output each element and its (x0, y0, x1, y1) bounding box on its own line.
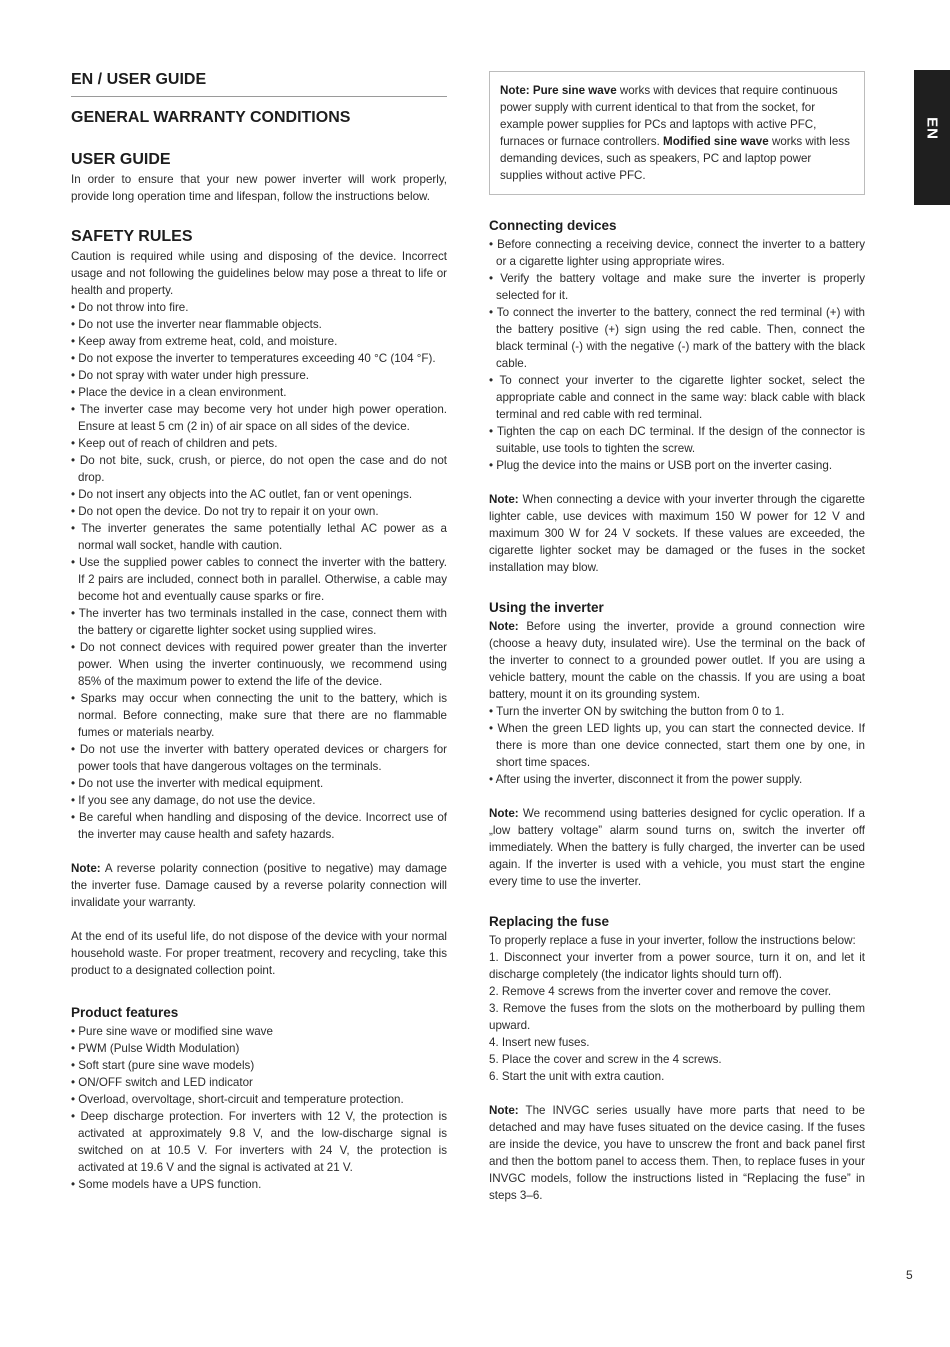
safety-rule-item: • Do not bite, suck, crush, or pierce, do not open the case and do not drop. (71, 452, 447, 486)
connecting-title: Connecting devices (489, 218, 617, 233)
safety-rule-item: • Use the supplied power cables to connect the inverter with the battery. If 2 pairs are included, connect both in parallel. Otherwise, a cable may become hot and eventually cause sparks or fire. (71, 554, 447, 605)
connecting-item: • Tighten the cap on each DC terminal. If the design of the connector is suitable, use tools to tighten the screw. (489, 423, 865, 457)
connecting-item: • To connect your inverter to the cigarette lighter socket, select the appropriate cable and connect in the same way: black cable with black terminal and red cable with red terminal. (489, 372, 865, 423)
user-guide-title: USER GUIDE (71, 151, 171, 168)
feature-item: • Deep discharge protection. For inverters with 12 V, the protection is activated at approximately 9.8 V, and the low-discharge signal is switched on at 10.5 V. For inverters with 24 V, the protection is activated at 19.6 V and the signal is activated at 21 V. (71, 1108, 447, 1176)
features-title: Product features (71, 1005, 179, 1020)
fuse-steps (489, 949, 865, 1085)
disposal-text: At the end of its useful life, do not dispose of the device with your normal household waste. For proper treatment, recovery and recycling, take this product to a designated collection point. (71, 930, 447, 977)
note-label: Note: (489, 807, 519, 820)
using-item: • After using the inverter, disconnect it from the power supply. (489, 771, 865, 788)
safety-rule-item: • The inverter generates the same potentially lethal AC power as a normal wall socket, handle with caution. (71, 520, 447, 554)
safety-rule-item: • The inverter has two terminals installed in the case, connect them with the battery or cigarette lighter socket using supplied wires. (71, 605, 447, 639)
user-guide-text: In order to ensure that your new power inverter will work properly, provide long operation time and lifespan, follow the instructions below. (71, 173, 447, 203)
fuse-step: 6. Start the unit with extra caution. (489, 1070, 665, 1083)
safety-rule-item: • Place the device in a clean environment. (71, 384, 447, 401)
note-label: Note: (71, 862, 101, 875)
safety-list (71, 299, 447, 843)
sine-wave-note-box (489, 71, 865, 195)
fuse-step: 2. Remove 4 screws from the inverter cover and remove the cover. (489, 985, 832, 998)
invgc-note (489, 1102, 865, 1204)
safety-rule-item: • Do not spray with water under high pressure. (71, 367, 447, 384)
polarity-note-text: A reverse polarity connection (positive to negative) may damage the inverter fuse. Damage caused by a reverse polarity connection will invalidate your warranty. (71, 862, 447, 909)
using-item: • When the green LED lights up, you can start the connected device. If there is more than one device connected, start them one by one, in short time spaces. (489, 720, 865, 771)
safety-rule-item: • Keep out of reach of children and pets. (71, 435, 447, 452)
safety-rule-item: • Do not use the inverter near flammable objects. (71, 316, 447, 333)
fuse-step: 4. Insert new fuses. (489, 1036, 590, 1049)
safety-rule-item: • Do not open the device. Do not try to repair it on your own. (71, 503, 447, 520)
safety-rule-item: • Sparks may occur when connecting the unit to the battery, which is normal. Before connecting, make sure that there are no flammable fumes or materials nearby. (71, 690, 447, 741)
safety-rule-item: • Keep away from extreme heat, cold, and moisture. (71, 333, 447, 350)
page-number: 5 (906, 1268, 913, 1282)
safety-rule-item: • Do not connect devices with required power greater than the inverter power. When using the inverter continuously, we recommend using 85% of the maximum power to extend the life of the device. (71, 639, 447, 690)
note-label: Note: (500, 84, 530, 97)
feature-item: • Pure sine wave or modified sine wave (71, 1023, 447, 1040)
fuse-step: 5. Place the cover and screw in the 4 screws. (489, 1053, 722, 1066)
ground-note-text: Before using the inverter, provide a ground connection wire (choose a heavy duty, insulated wire). Use the terminal on the back of the inverter to connect to a grounded power outlet. If you are using a vehicle battery, mount the cable on the chassis. If you are using a boat battery, mount it on its grounding system. (489, 620, 865, 701)
feature-item: • Soft start (pure sine wave models) (71, 1057, 447, 1074)
safety-title: SAFETY RULES (71, 228, 193, 245)
modified-sine-text: works with less demanding devices, such as speakers, PC and laptop power supplies without active PFC. (500, 135, 850, 182)
safety-rule-item: • Do not insert any objects into the AC outlet, fan or vent openings. (71, 486, 447, 503)
modified-sine-label: Modified sine wave (663, 135, 769, 148)
invgc-note-text: The INVGC series usually have more parts that need to be detached and may have fuses situated on the device casing. If the fuses are inside the device, you have to unscrew the front and back panel first and then the bottom panel to access them. Then, to replace fuses in your INVGC models, follow the instructions listed in “Replacing the fuse” in steps 3–6. (489, 1104, 865, 1202)
note-label: Note: (489, 493, 519, 506)
left-column (71, 66, 447, 1193)
fuse-step: 3. Remove the fuses from the slots on the motherboard by pulling them upward. (489, 1002, 865, 1032)
language-tab-label: EN (923, 117, 941, 140)
battery-note-text: We recommend using batteries designed for cyclic operation. If a „low battery voltage” alarm sound turns on, switch the inverter off immediately. When the battery is fully charged, the inverter can be used again. If the inverter is used with a vehicle, you must start the engine every time to use the inverter. (489, 807, 865, 888)
features-list (71, 1023, 447, 1193)
safety-rule-item: • Do not use the inverter with medical equipment. (71, 775, 447, 792)
connecting-list (489, 236, 865, 474)
connecting-item: • To connect the inverter to the battery, connect the red terminal (+) with the battery positive (+) sign using the red cable. Then, connect the black terminal (-) with the negative (-) mark of the battery with the black cable. (489, 304, 865, 372)
right-column (489, 71, 865, 1204)
pure-sine-text: works with devices that require continuous power supply with current identical to that from the socket, for example power supplies for PCs and laptops with active PFC, furnaces or furnace controllers. (500, 84, 838, 148)
fuse-title: Replacing the fuse (489, 914, 610, 929)
feature-item: • ON/OFF switch and LED indicator (71, 1074, 447, 1091)
warranty-title: GENERAL WARRANTY CONDITIONS (71, 109, 351, 126)
connecting-item: • Plug the device into the mains or USB port on the inverter casing. (489, 457, 865, 474)
safety-rule-item: • If you see any damage, do not use the device. (71, 792, 447, 809)
note-label: Note: (489, 620, 519, 633)
safety-rule-item: • Do not use the inverter with battery operated devices or chargers for power tools that have dangerous voltages on the terminals. (71, 741, 447, 775)
using-title: Using the inverter (489, 600, 604, 615)
feature-item: • PWM (Pulse Width Modulation) (71, 1040, 447, 1057)
header-divider (71, 96, 447, 97)
battery-note (489, 805, 865, 890)
feature-item: • Overload, overvoltage, short-circuit and temperature protection. (71, 1091, 447, 1108)
safety-intro: Caution is required while using and disposing of the device. Incorrect usage and not following the guidelines below may pose a threat to life or health and property. (71, 250, 447, 297)
safety-rule-item: • Do not expose the inverter to temperatures exceeding 40 °C (104 °F). (71, 350, 447, 367)
language-tab (914, 70, 950, 205)
note-label: Note: (489, 1104, 519, 1117)
feature-item: • Some models have a UPS function. (71, 1176, 447, 1193)
cigarette-note-text: When connecting a device with your inverter through the cigarette lighter cable, use devices with maximum 150 W power for 12 V and maximum 300 W for 24 V sockets. If these values are exceeded, the cigarette lighter socket may be damaged or the fuses in the socket installation may blow. (489, 493, 865, 574)
safety-rule-item: • Do not throw into fire. (71, 299, 447, 316)
fuse-intro: To properly replace a fuse in your inverter, follow the instructions below: (489, 934, 856, 947)
fuse-step: 1. Disconnect your inverter from a power source, turn it on, and let it discharge completely (the indicator lights should turn off). (489, 951, 865, 981)
ground-note (489, 618, 865, 703)
connecting-item: • Before connecting a receiving device, connect the inverter to a battery or a cigarette lighter using appropriate wires. (489, 236, 865, 270)
safety-rule-item: • The inverter case may become very hot under high power operation. Ensure at least 5 cm (2 in) of air space on all sides of the device. (71, 401, 447, 435)
pure-sine-label: Pure sine wave (532, 84, 617, 97)
polarity-note (71, 860, 447, 911)
connecting-item: • Verify the battery voltage and make sure the inverter is properly selected for it. (489, 270, 865, 304)
cigarette-note (489, 491, 865, 576)
using-list (489, 703, 865, 788)
safety-rule-item: • Be careful when handling and disposing of the device. Incorrect use of the inverter may cause health and safety hazards. (71, 809, 447, 843)
guide-header: EN / USER GUIDE (71, 71, 207, 88)
using-item: • Turn the inverter ON by switching the button from 0 to 1. (489, 703, 865, 720)
